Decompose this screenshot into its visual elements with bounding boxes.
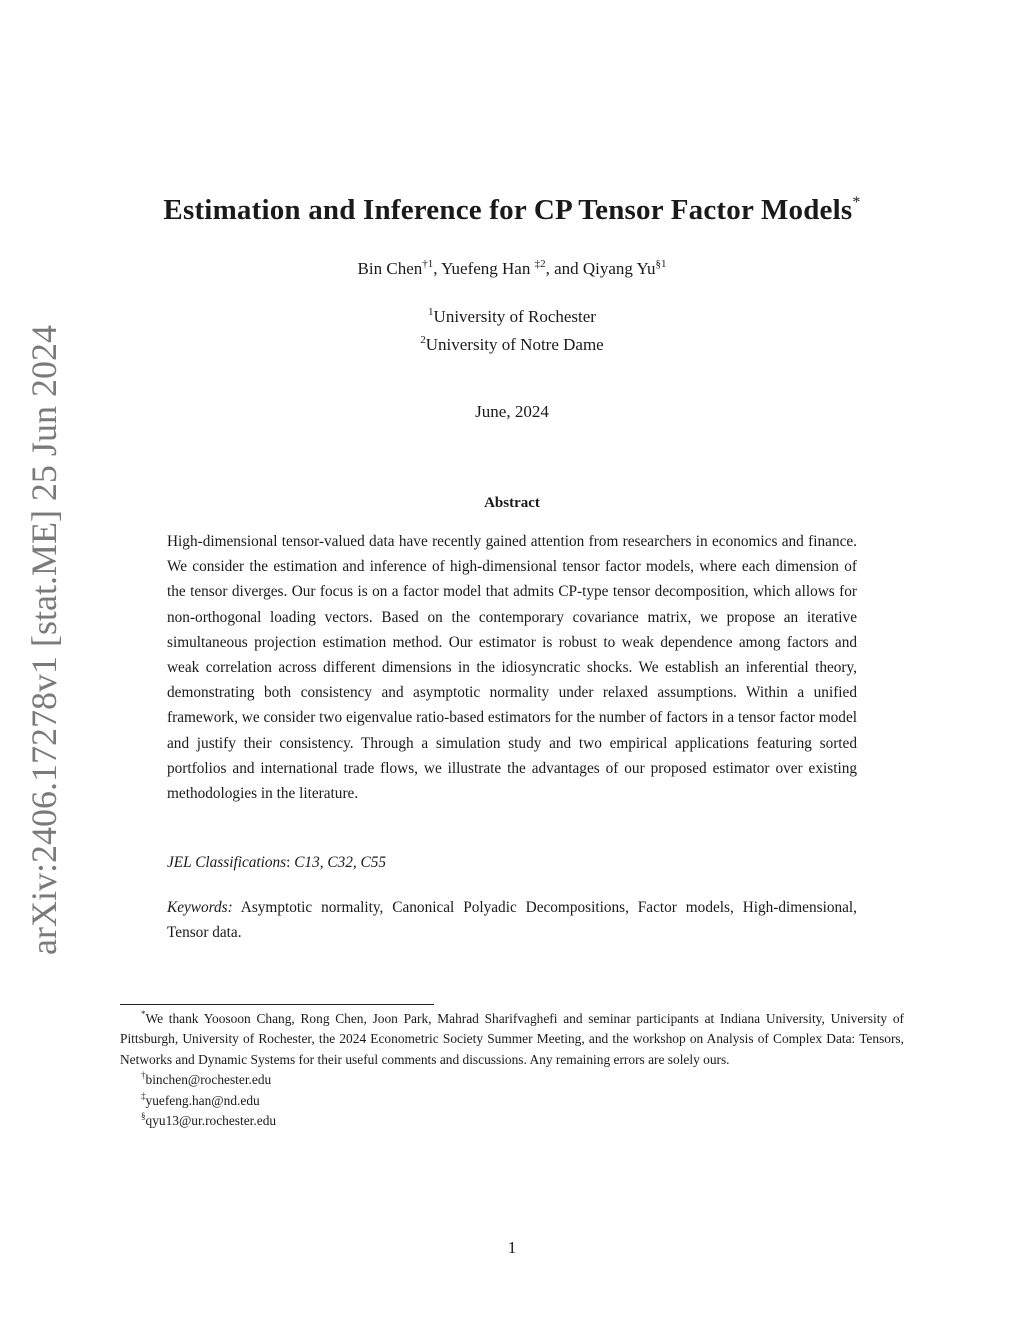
author-separator: , [433,259,442,278]
affiliation [0,307,1024,327]
keywords [167,895,857,945]
affiliation-mark: 1 [428,306,434,318]
author-list [0,259,1024,279]
footnote-mark: § [141,1111,146,1122]
affiliation-name: University of Rochester [433,307,596,326]
author-mark: ‡2 [534,258,546,270]
jel-codes: C13, C32, C55 [294,854,387,871]
paper-title [0,194,1024,227]
keywords-text: Asymptotic normality, Canonical Polyadic Decompositions, Factor models, High-dimensional, Tensor data. [167,899,857,941]
footnote-acknowledgement [120,1009,904,1070]
author-mark: §1 [655,258,667,270]
abstract-text: High-dimensional tensor-valued data have recently gained attention from researchers in economics and finance. We consider the estimation and inference of high-dimensional tensor factor models, where each dimension of the tensor diverges. Our focus is on a factor model that admits CP-type tensor decomposition, which allows for non-orthogonal loading vectors. Based on the contemporary covariance matrix, we propose an iterative simultaneous projection estimation method. Our estimator is robust to weak dependence among factors and weak correlation across different dimensions in the idiosyncratic shocks. We establish an inferential theory, demonstrating both consistency and asymptotic normality under relaxed assumptions. Within a unified framework, we consider two eigenvalue ratio-based estimators for the number of factors in a tensor factor model and justify their consistency. Through a simulation study and two empirical applications featuring sorted portfolios and international trade flows, we illustrate the advantages of our proposed estimator over existing methodologies in the literature. [167,533,857,803]
publication-date: June, 2024 [475,402,549,421]
footnotes [120,1009,904,1131]
keywords-label: Keywords: [167,899,233,916]
affiliation [0,335,1024,355]
footnote-mark: † [141,1070,146,1081]
author-name: Bin Chen [357,259,423,278]
affiliation-name: University of Notre Dame [425,335,604,354]
affiliation-mark: 2 [420,334,426,346]
abstract-heading: Abstract [484,495,540,511]
footnote-text: yuefeng.han@nd.edu [145,1092,260,1108]
paper-title-text: Estimation and Inference for CP Tensor Factor Models [163,194,853,226]
jel-classifications [167,850,857,875]
footnote-text: We thank Yoosoon Chang, Rong Chen, Joon Park, Mahrad Sharifvaghefi and seminar participants at Indiana University, University of Pittsburgh, University of Rochester, the 2024 Econometric Society Summer Meeting, and the workshop on Analysis of Complex Data: Tensors, Networks and Dynamic Systems for their useful comments and discussions. Any remaining errors are solely ours. [120,1011,904,1067]
author-separator: , and [545,259,583,278]
footnote-divider [120,1004,434,1005]
footnote-email [120,1091,904,1111]
page-number: 1 [507,1238,517,1257]
footnote-email [120,1070,904,1090]
jel-separator: : [286,854,295,871]
author-name: Qiyang Yu [582,259,656,278]
footnote-mark: ‡ [141,1090,146,1101]
footnote-text: binchen@rochester.edu [145,1072,272,1088]
footnote-email [120,1111,904,1131]
arxiv-identifier: arXiv:2406.17278v1 [stat.ME] 25 Jun 2024 [24,325,64,955]
footnote-text: qyu13@ur.rochester.edu [145,1113,277,1129]
title-footnote-mark: * [852,194,861,211]
author-name: Yuefeng Han [441,259,535,278]
jel-label: JEL Classifications [167,854,287,871]
footnote-mark: * [141,1009,146,1019]
author-mark: †1 [422,258,434,270]
